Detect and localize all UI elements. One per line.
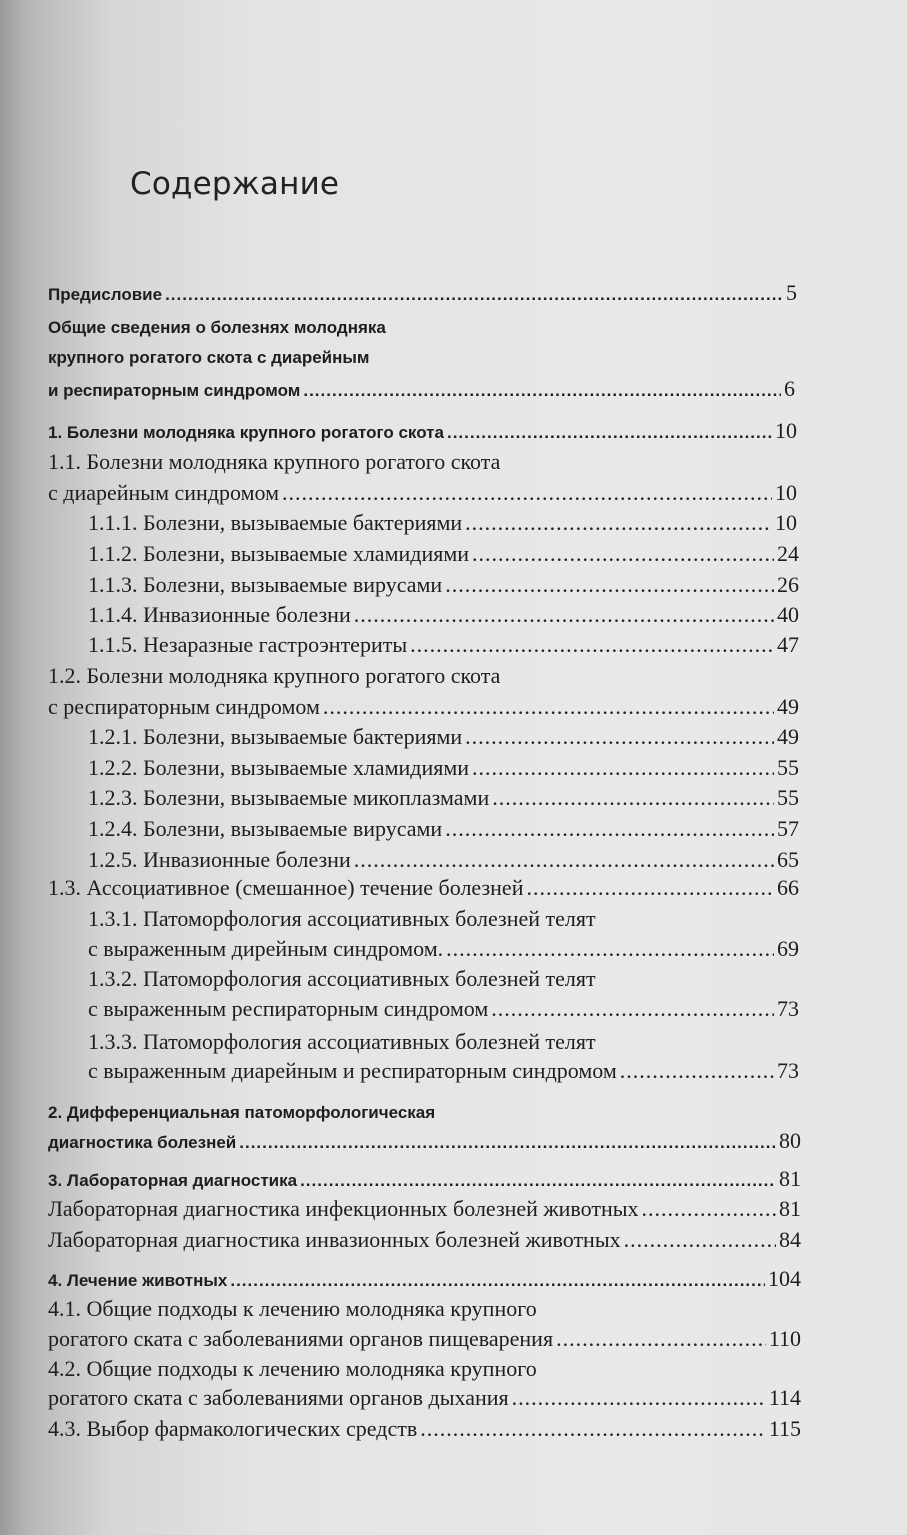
toc-entry	[88, 753, 799, 783]
dot-leader	[447, 418, 772, 448]
dot-leader	[491, 994, 774, 1024]
toc-entry-title: Лабораторная диагностика инвазионных болезней животных	[48, 1227, 621, 1252]
toc-entry-page: 6	[784, 376, 795, 401]
toc-entry	[88, 630, 799, 660]
toc-entry-page: 40	[777, 602, 799, 627]
toc-entry-title: 1.2.1. Болезни, вызываемые бактериями	[88, 724, 463, 749]
dot-leader	[282, 478, 772, 508]
toc-entry	[88, 904, 596, 934]
toc-entry	[48, 416, 797, 446]
dot-leader	[303, 376, 781, 406]
dot-leader	[354, 845, 774, 875]
toc-entry-title: Предисловие	[48, 285, 163, 304]
toc-entry	[48, 1324, 801, 1354]
dot-leader	[446, 934, 774, 964]
toc-entry	[48, 478, 797, 508]
dot-leader	[420, 1414, 766, 1444]
toc-entry-page: 65	[777, 847, 799, 872]
dot-leader	[410, 630, 774, 660]
dot-leader	[165, 280, 783, 310]
toc-entry-title: 1. Болезни молодняка крупного рогатого скота	[48, 423, 444, 442]
dot-leader	[472, 539, 774, 569]
toc-entry-page: 47	[777, 632, 799, 657]
dot-leader	[642, 1194, 776, 1224]
dot-leader	[472, 753, 774, 783]
dot-leader	[556, 1324, 766, 1354]
toc-entry-title: 1.1.4. Инвазионные болезни	[88, 602, 351, 627]
toc-entry-page: 115	[768, 1416, 801, 1441]
toc-entry-title: 1.3.3. Патоморфология ассоциативных болезней телят	[88, 1029, 596, 1054]
toc-entry-title: 1.1.1. Болезни, вызываемые бактериями	[88, 510, 463, 535]
toc-entry	[88, 814, 799, 844]
toc-entry-title: с респираторным синдромом	[48, 694, 320, 719]
dot-leader	[512, 1383, 766, 1413]
toc-entry-title: 1.1.5. Незаразные гастроэнтериты	[88, 632, 408, 657]
toc-entry	[48, 313, 386, 343]
toc-entry-title: 1.1.2. Болезни, вызываемые хламидиями	[88, 541, 470, 566]
toc-entry	[48, 278, 797, 308]
toc-entry	[48, 1164, 801, 1194]
toc-entry-page: 10	[775, 510, 797, 535]
toc-entry	[48, 374, 795, 404]
toc-entry	[88, 994, 799, 1024]
toc-entry	[88, 964, 596, 994]
toc-entry-title: 3. Лабораторная диагностика	[48, 1171, 298, 1190]
dot-leader	[445, 814, 774, 844]
toc-entry-page: 10	[775, 418, 797, 443]
dot-leader	[526, 873, 774, 903]
toc-entry-title: 4. Лечение животных	[48, 1271, 228, 1290]
toc-entry-page: 49	[777, 724, 799, 749]
toc-entry	[88, 934, 799, 964]
toc-entry-page: 81	[779, 1166, 801, 1191]
toc-entry-page: 81	[779, 1196, 801, 1221]
toc-entry-title: 1.3.2. Патоморфология ассоциативных болезней телят	[88, 966, 596, 991]
toc-entry-title: 1.1.3. Болезни, вызываемые вирусами	[88, 572, 443, 597]
toc-entry-page: 55	[777, 755, 799, 780]
toc-entry-title: рогатого ската с заболеваниями органов дыхания	[48, 1385, 509, 1410]
toc-entry-page: 26	[777, 572, 799, 597]
toc-entry	[48, 447, 500, 477]
toc-entry	[88, 508, 797, 538]
toc-entry	[48, 1294, 537, 1324]
toc-entry-title: 4.1. Общие подходы к лечению молодняка крупного	[48, 1296, 537, 1321]
toc-entry	[48, 692, 799, 722]
toc-entry-title: и респираторным синдромом	[48, 381, 301, 400]
toc-entry-page: 24	[777, 541, 799, 566]
toc-entry	[88, 783, 799, 813]
toc-entry-title: 1.2.5. Инвазионные болезни	[88, 847, 351, 872]
toc-entry-page: 84	[779, 1227, 801, 1252]
toc-entry	[88, 1056, 799, 1086]
toc-entry-title: 1.2.2. Болезни, вызываемые хламидиями	[88, 755, 470, 780]
toc-entry-title: Общие сведения о болезнях молодняка	[48, 318, 386, 337]
toc-entry	[88, 845, 799, 875]
toc-entry-page: 10	[775, 480, 797, 505]
toc-entry-page: 80	[779, 1128, 801, 1153]
toc-entry	[88, 1027, 596, 1057]
toc-entry-title: 1.2.3. Болезни, вызываемые микоплазмами	[88, 785, 490, 810]
toc-entry-page: 49	[777, 694, 799, 719]
page-title: Содержание	[130, 166, 340, 202]
toc-entry-title: диагностика болезней	[48, 1133, 237, 1152]
toc-entry	[48, 1264, 801, 1294]
toc-entry	[48, 873, 799, 903]
toc-entry-page: 69	[777, 936, 799, 961]
toc-entry-title: 1.3.1. Патоморфология ассоциативных болезней телят	[88, 906, 596, 931]
toc-entry-title: 4.2. Общие подходы к лечению молодняка крупного	[48, 1356, 537, 1381]
toc-entry-page: 55	[777, 785, 799, 810]
dot-leader	[465, 508, 772, 538]
toc-entry	[48, 1354, 537, 1384]
toc-entry	[88, 722, 799, 752]
toc-entry	[48, 1225, 801, 1255]
dot-leader	[465, 722, 774, 752]
toc-entry	[48, 1194, 801, 1224]
toc-entry	[88, 539, 799, 569]
dot-leader	[323, 692, 774, 722]
toc-entry	[88, 600, 799, 630]
toc-entry-title: крупного рогатого скота с диарейным	[48, 348, 370, 367]
toc-entry-page: 57	[777, 816, 799, 841]
toc-entry-title: 1.3. Ассоциативное (смешанное) течение болезней	[48, 875, 524, 900]
toc-entry	[48, 1126, 801, 1156]
toc-entry	[48, 343, 370, 373]
dot-leader	[624, 1225, 776, 1255]
toc-entry-page: 104	[768, 1266, 801, 1291]
toc-entry-page: 66	[777, 875, 799, 900]
toc-entry-title: с выраженным респираторным синдромом	[88, 996, 489, 1021]
toc-entry-title: рогатого ската с заболеваниями органов пищеварения	[48, 1326, 554, 1351]
toc-entry	[48, 661, 500, 691]
toc-entry-title: с выраженным дирейным синдромом.	[88, 936, 444, 961]
toc-entry-title: с диарейным синдромом	[48, 480, 280, 505]
toc-entry-title: 1.2. Болезни молодняка крупного рогатого скота	[48, 663, 501, 688]
toc-entry-page: 73	[777, 996, 799, 1021]
dot-leader	[492, 783, 774, 813]
dot-leader	[445, 570, 774, 600]
toc-entry	[48, 1383, 801, 1413]
toc-entry-page: 73	[777, 1058, 799, 1083]
toc-entry-title: 1.2.4. Болезни, вызываемые вирусами	[88, 816, 443, 841]
dot-leader	[620, 1056, 774, 1086]
toc-entry-page: 110	[768, 1326, 801, 1351]
toc-entry-page: 5	[786, 280, 797, 305]
toc-entry-page: 114	[768, 1385, 801, 1410]
dot-leader	[239, 1128, 776, 1158]
dot-leader	[354, 600, 774, 630]
toc-entry-title: 1.1. Болезни молодняка крупного рогатого скота	[48, 449, 501, 474]
toc-entry	[88, 570, 799, 600]
toc-entry	[48, 1098, 435, 1128]
toc-entry-title: 4.3. Выбор фармакологических средств	[48, 1416, 418, 1441]
toc-entry	[48, 1414, 801, 1444]
toc-entry-title: 2. Дифференциальная патоморфологическая	[48, 1103, 436, 1122]
dot-leader	[300, 1166, 776, 1196]
dot-leader	[230, 1266, 765, 1296]
toc-entry-title: с выраженным диарейным и респираторным синдромом	[88, 1058, 617, 1083]
toc-entry-title: Лабораторная диагностика инфекционных болезней животных	[48, 1196, 639, 1221]
